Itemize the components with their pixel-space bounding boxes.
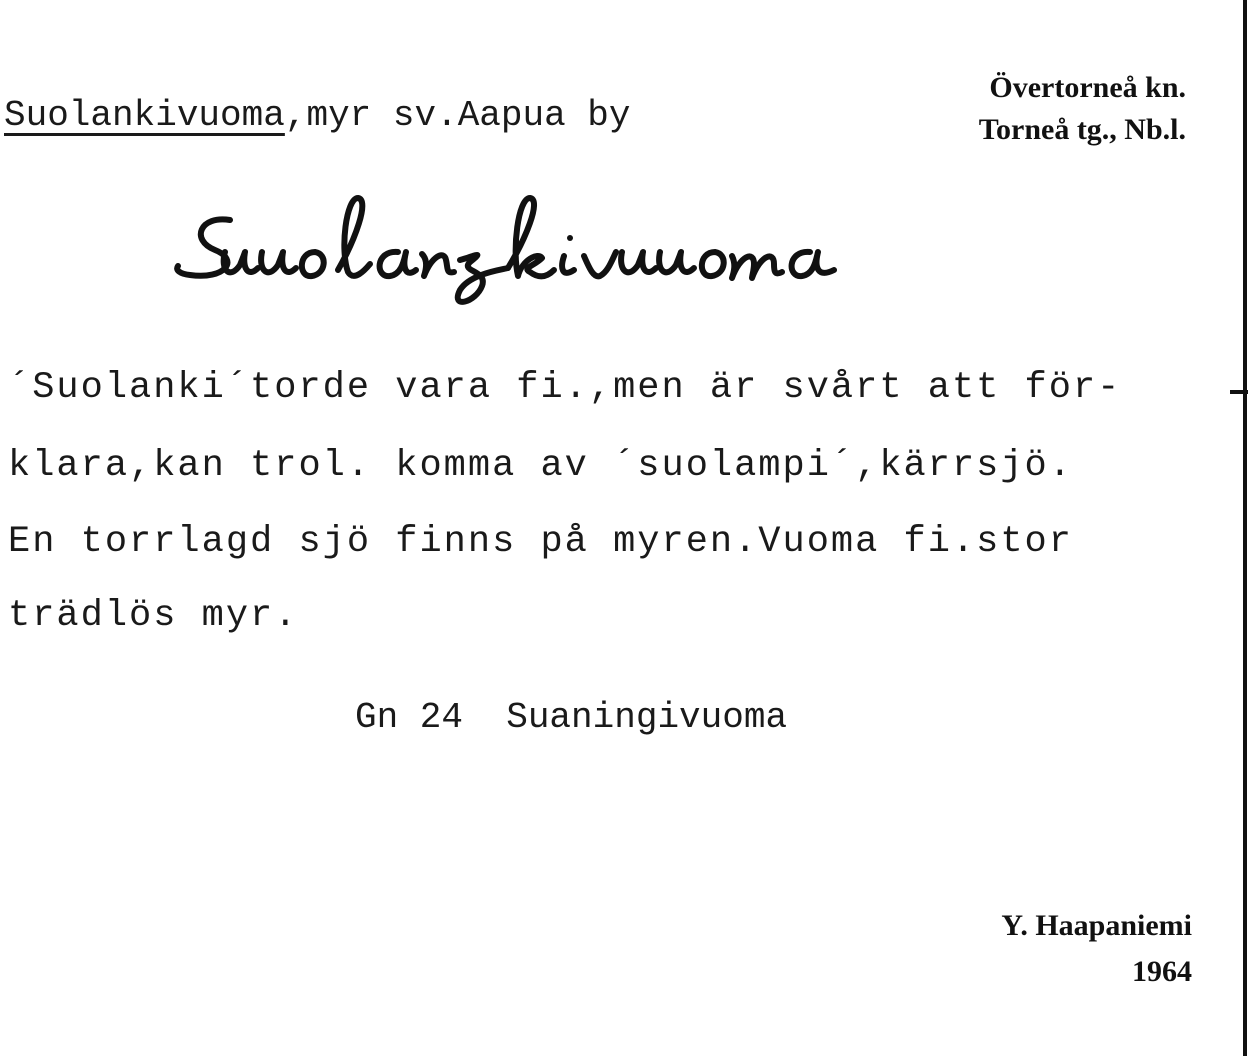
- district-label: Torneå tg., Nb.l.: [978, 113, 1186, 146]
- card-edge-line: [1243, 0, 1247, 1056]
- card-edge-tick: [1230, 390, 1248, 394]
- handwritten-name-signature: [170, 190, 930, 320]
- reference-line: Gn 24 Suaningivuoma: [355, 697, 788, 738]
- body-line-2: klara,kan trol. komma av ´suolampi´,kärrsjö.: [8, 445, 1073, 487]
- headword: Suolankivuoma: [4, 95, 285, 136]
- year-label: 1964: [1132, 955, 1192, 988]
- parish-label: Övertorneå kn.: [989, 71, 1186, 104]
- body-line-4: trädlös myr.: [8, 595, 299, 637]
- author-name: Y. Haapaniemi: [1001, 909, 1192, 942]
- headword-line: [4, 96, 631, 136]
- body-line-3: En torrlagd sjö finns på myren.Vuoma fi.stor: [8, 521, 1073, 563]
- headword-description: ,myr sv.Aapua by: [284, 95, 631, 136]
- body-line-1: ´Suolanki´torde vara fi.,men är svårt att för-: [8, 367, 1122, 409]
